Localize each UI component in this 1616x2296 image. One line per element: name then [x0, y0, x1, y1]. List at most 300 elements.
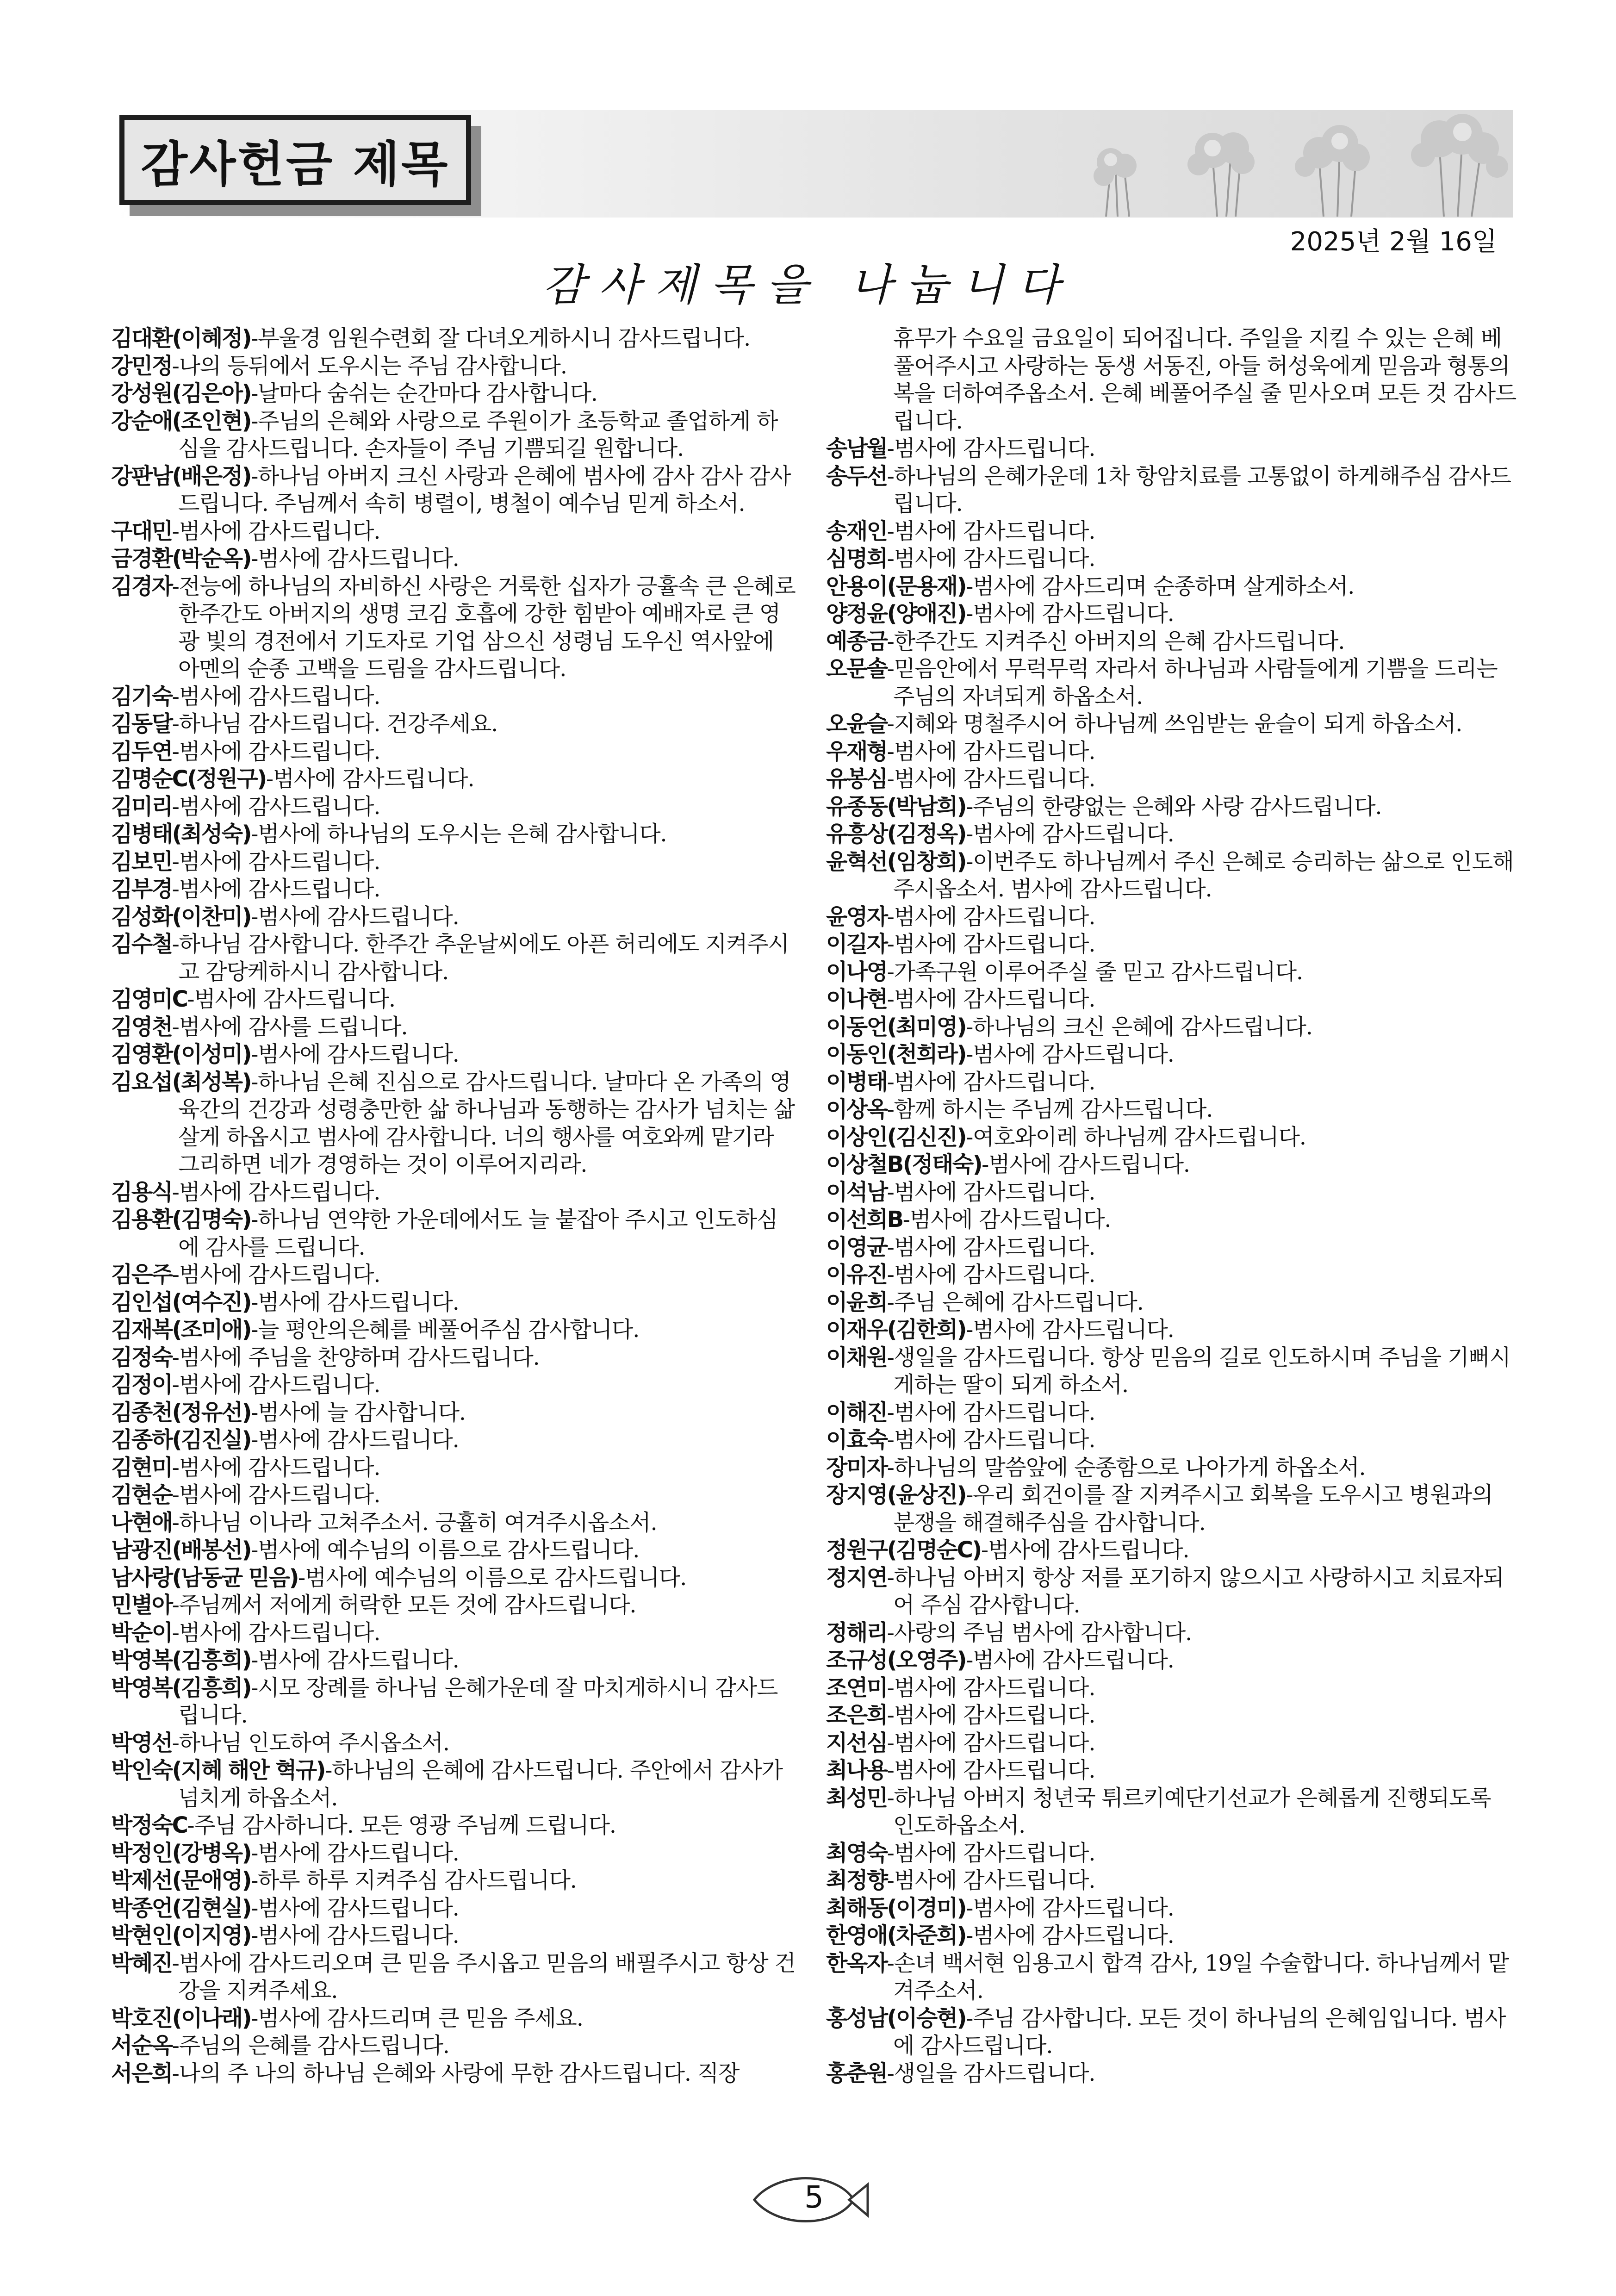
member-name: 금경환(박순옥): [111, 546, 251, 572]
thanks-text: -범사에 감사드립니다.: [172, 738, 380, 765]
member-name: 이길자: [826, 931, 887, 957]
left-column: [111, 325, 796, 2087]
member-name: 박제선(문애영): [111, 1867, 251, 1893]
thanks-entry: [826, 463, 1518, 518]
thanks-entry: [111, 1950, 796, 2005]
thanks-text: -전능에 하나님의 자비하신 사랑은 거룩한 십자가 긍휼속 큰 은혜로 한주간도 아버지의 생명 코김 호흡에 강한 힘받아 예배자로 큰 영광 빛의 경전에서 기도자로 기업 삼으신 성령님 도우신 역사앞에 아멘의 순종 고백을 드림을 감사드립니다.: [172, 573, 796, 682]
member-name: 김미리: [111, 793, 172, 820]
thanks-entry: [826, 1206, 1518, 1234]
thanks-entry: [111, 1371, 796, 1399]
thanks-text: -범사에 주님을 찬양하며 감사드립니다.: [172, 1344, 540, 1370]
thanks-entry: [111, 408, 796, 463]
member-name: 최해동(이경미): [826, 1895, 966, 1921]
member-name: 이병태: [826, 1069, 887, 1095]
member-name: 이효숙: [826, 1427, 887, 1453]
thanks-text: -범사에 감사드립니다.: [187, 986, 395, 1012]
member-name: 오윤슬: [826, 711, 887, 737]
thanks-entry: [826, 573, 1518, 601]
member-name: 안용이(문용재): [826, 573, 966, 599]
member-name: 이채원: [826, 1344, 887, 1370]
thanks-text: -범사에 감사드립니다.: [902, 1207, 1111, 1232]
thanks-text: -범사에 감사드립니다.: [172, 876, 380, 902]
thanks-text: -범사에 감사드립니다.: [887, 518, 1095, 544]
thanks-text: -범사에 감사드립니다.: [966, 1647, 1174, 1673]
thanks-text: -이번주도 하나님께서 주신 은혜로 승리하는 삶으로 인도해주시옵소서. 범사에 감사드립니다.: [893, 848, 1514, 902]
thanks-text: -하나님 아버지 항상 저를 포기하지 않으시고 사랑하시고 치료자되어 주심 감사합니다.: [887, 1564, 1504, 1618]
member-name: 이선희B: [826, 1207, 903, 1232]
thanks-entry: [111, 1757, 796, 1812]
thanks-entry: [111, 2032, 796, 2060]
member-name: 최영숙: [826, 1840, 887, 1866]
member-name: 이동언(최미영): [826, 1014, 966, 1040]
thanks-text: -범사에 감사드립니다.: [966, 1895, 1174, 1921]
thanks-entry: [111, 545, 796, 573]
thanks-entry: [111, 986, 796, 1014]
thanks-text: -주님께서 저에게 허락한 모든 것에 감사드립니다.: [172, 1592, 636, 1618]
member-name: 조규성(오영주): [826, 1647, 966, 1673]
member-name: 김경자: [111, 573, 172, 599]
member-name: 이상인(김신진): [826, 1124, 966, 1150]
thanks-entry: [111, 1509, 796, 1537]
thanks-entry: [826, 1151, 1518, 1179]
member-name: 김부경: [111, 876, 172, 902]
thanks-text: -범사에 감사드립니다.: [966, 601, 1174, 627]
member-name: 박영복(김흥희): [111, 1674, 251, 1701]
thanks-text: -나의 주 나의 하나님 은혜와 사랑에 무한 감사드립니다. 직장: [172, 2060, 740, 2086]
right-column: [826, 325, 1518, 2087]
member-name: 김기숙: [111, 683, 172, 709]
thanks-entry: [111, 1399, 796, 1427]
date: 2025년 2월 16일: [1290, 227, 1497, 257]
member-name: 최성민: [826, 1785, 887, 1811]
thanks-entry: [826, 1096, 1518, 1124]
thanks-entry: [111, 1840, 796, 1867]
thanks-text: -범사에 늘 감사합니다.: [251, 1399, 466, 1425]
thanks-text: -범사에 감사드립니다.: [887, 1757, 1095, 1783]
member-name: 홍춘원: [826, 2060, 887, 2086]
thanks-text: -하나님의 은혜가운데 1차 항암치료를 고통없이 하게해주심 감사드립니다.: [887, 463, 1511, 516]
member-name: 김성화(이찬미): [111, 903, 251, 930]
thanks-text: -범사에 감사드립니다.: [887, 903, 1095, 930]
thanks-entry: [826, 903, 1518, 931]
member-name: 송두선: [826, 463, 887, 489]
thanks-text: -하루 하루 지켜주심 감사드립니다.: [251, 1867, 577, 1893]
member-name: 김수철: [111, 931, 172, 957]
member-name: 김재복(조미애): [111, 1317, 251, 1343]
thanks-text: -범사에 감사드립니다.: [887, 1262, 1095, 1288]
thanks-text: -범사에 감사드립니다.: [887, 1234, 1095, 1260]
thanks-entry: [111, 876, 796, 903]
thanks-entry: [111, 1316, 796, 1344]
thanks-entry: [826, 1069, 1518, 1096]
member-name: 박영선: [111, 1730, 172, 1756]
thanks-entry: [111, 518, 796, 546]
title-box: [119, 115, 471, 205]
thanks-text: -하나님 아버지 청년국 튀르키예단기선교가 은혜롭게 진행되도록 인도하옵소서.: [887, 1785, 1491, 1838]
member-name: 윤혁선(임창희): [826, 848, 966, 875]
thanks-entry: [826, 1289, 1518, 1317]
thanks-entry: [826, 710, 1518, 738]
member-name: 김정숙: [111, 1344, 172, 1370]
member-name: 김요섭(최성복): [111, 1069, 251, 1095]
thanks-text: -범사에 감사드립니다.: [981, 1537, 1189, 1563]
thanks-text: -함께 하시는 주님께 감사드립니다.: [887, 1096, 1213, 1122]
thanks-text: -범사에 감사드립니다.: [251, 1289, 459, 1315]
member-name: 김보민: [111, 848, 172, 875]
member-name: 박순이: [111, 1619, 172, 1646]
thanks-text: -범사에 감사드립니다.: [887, 546, 1095, 572]
thanks-text: -생일을 감사드립니다. 항상 믿음의 길로 인도하시며 주님을 기뻐시게하는 딸이 되게 하소서.: [887, 1344, 1510, 1398]
member-name: 이상철B(정태숙): [826, 1151, 982, 1177]
member-name: 이상옥: [826, 1096, 887, 1122]
thanks-entry: [111, 1069, 796, 1179]
member-name: 김용환(김명숙): [111, 1207, 251, 1232]
thanks-text: -범사에 감사드립니다.: [887, 436, 1095, 461]
thanks-text: -범사에 감사드립니다.: [172, 518, 380, 544]
member-name: 박호진(이나래): [111, 2005, 251, 2031]
thanks-text: -범사에 감사드립니다.: [172, 1179, 380, 1205]
member-name: 이석남: [826, 1179, 887, 1205]
thanks-entry: [826, 1344, 1518, 1399]
thanks-text: -주님의 은혜와 사랑으로 주원이가 초등학교 졸업하게 하심을 감사드립니다. 손자들이 주님 기쁨되길 원합니다.: [178, 408, 778, 461]
flower-photo-strip: [1078, 111, 1513, 217]
member-name: 김현미: [111, 1454, 172, 1481]
member-name: 박정숙C: [111, 1812, 187, 1838]
thanks-entry: [111, 1730, 796, 1757]
thanks-entry: [111, 463, 796, 518]
thanks-text: -범사에 감사드립니다.: [251, 1895, 459, 1921]
member-name: 윤영자: [826, 903, 887, 930]
thanks-text: -하나님 감사합니다. 한주간 추운날씨에도 아픈 허리에도 지켜주시고 감당케하시니 감사합니다.: [172, 931, 789, 985]
member-name: 김영환(이성미): [111, 1041, 251, 1067]
thanks-text: -하나님 감사드립니다. 건강주세요.: [172, 711, 498, 737]
thanks-entry: [826, 1702, 1518, 1730]
thanks-entry: [111, 1537, 796, 1564]
member-name: 장미자: [826, 1454, 887, 1481]
thanks-entry: [826, 655, 1518, 710]
thanks-text: -범사에 감사드립니다.: [966, 821, 1174, 847]
member-name: 이동인(천희라): [826, 1041, 966, 1067]
thanks-text: -날마다 숨쉬는 순간마다 감사합니다.: [251, 380, 597, 406]
thanks-text: -범사에 감사드립니다.: [172, 1619, 380, 1646]
thanks-text: -시모 장례를 하나님 은혜가운데 잘 마치게하시니 감사드립니다.: [178, 1674, 778, 1728]
member-name: 김대환(이혜정): [111, 325, 251, 351]
thanks-text: -범사에 감사드립니다.: [172, 1482, 380, 1508]
thanks-entry: [826, 545, 1518, 573]
thanks-entry: [111, 1261, 796, 1289]
thanks-entry: [111, 1344, 796, 1372]
member-name: 정원구(김명순C): [826, 1537, 981, 1563]
thanks-entry: [826, 1124, 1518, 1151]
thanks-text: -범사에 감사드립니다.: [251, 903, 459, 930]
thanks-text: -하나님 연약한 가운데에서도 늘 붙잡아 주시고 인도하심에 감사를 드립니다.: [178, 1207, 778, 1260]
thanks-text: -주님 감사하니다. 모든 영광 주님께 드립니다.: [187, 1812, 616, 1838]
thanks-entry: [826, 1537, 1518, 1564]
thanks-entry: [826, 1757, 1518, 1785]
member-name: 강민정: [111, 353, 172, 379]
thanks-text: -범사에 감사드립니다.: [251, 1923, 459, 1948]
member-name: 박정인(강병옥): [111, 1840, 251, 1866]
thanks-text: -늘 평안의은혜를 베풀어주심 감사합니다.: [251, 1317, 640, 1343]
member-name: 이영균: [826, 1234, 887, 1260]
thanks-text: -범사에 감사드립니다.: [887, 1730, 1095, 1756]
thanks-text: -범사에 감사드립니다.: [172, 1372, 380, 1398]
thanks-entry: [111, 821, 796, 848]
thanks-text: -범사에 감사드립니다.: [251, 1041, 459, 1067]
thanks-entry: [826, 986, 1518, 1014]
thanks-text: -범사에 감사드립니다.: [172, 1262, 380, 1288]
member-name: 김명순C(정원구): [111, 766, 266, 792]
member-name: 송재인: [826, 518, 887, 544]
thanks-entry: [826, 1895, 1518, 1923]
thanks-text: -하나님 인도하여 주시옵소서.: [172, 1730, 449, 1756]
thanks-entry: [826, 1481, 1518, 1537]
member-name: 장지영(윤상진): [826, 1482, 966, 1508]
thanks-entry: [111, 353, 796, 380]
member-name: 한영애(차준희): [826, 1923, 966, 1948]
member-name: 박종언(김현실): [111, 1895, 251, 1921]
thanks-text: -범사에 감사드립니다.: [966, 1923, 1174, 1948]
thanks-entry: [111, 738, 796, 766]
thanks-text: -범사에 감사드리며 큰 믿음 주세요.: [251, 2005, 583, 2031]
thanks-entry: [826, 1619, 1518, 1647]
thanks-entry: [111, 1922, 796, 1950]
thanks-text: -범사에 감사를 드립니다.: [172, 1014, 408, 1040]
member-name: 김종천(정유선): [111, 1399, 251, 1425]
member-name: 오문솔: [826, 656, 887, 682]
member-name: 남광진(배봉선): [111, 1537, 251, 1563]
thanks-text: -범사에 감사드립니다.: [887, 1867, 1095, 1893]
member-name: 김영미C: [111, 986, 187, 1012]
member-name: 김정이: [111, 1372, 172, 1398]
member-name: 김은주: [111, 1262, 172, 1288]
member-name: 김병태(최성숙): [111, 821, 251, 847]
thanks-entry: [826, 1454, 1518, 1482]
thanks-entry: [111, 380, 796, 408]
thanks-text: -범사에 감사드립니다.: [887, 931, 1095, 957]
thanks-entry: [111, 710, 796, 738]
thanks-text: -범사에 감사드립니다.: [251, 1840, 459, 1866]
member-name: 조은희: [826, 1702, 887, 1728]
thanks-text: -범사에 감사드립니다.: [887, 1702, 1095, 1728]
member-name: 박인숙(지혜 해안 혁규): [111, 1757, 325, 1783]
thanks-entry: [826, 1785, 1518, 1840]
member-name: 송남월: [826, 436, 887, 461]
thanks-entry: [826, 738, 1518, 766]
thanks-text: -범사에 감사드립니다.: [966, 1041, 1174, 1067]
thanks-entry: [111, 1867, 796, 1895]
thanks-text: -생일을 감사드립니다.: [887, 2060, 1095, 2086]
thanks-text: -범사에 예수님의 이름으로 감사드립니다.: [298, 1564, 687, 1591]
member-name: 강순애(조인현): [111, 408, 251, 434]
member-name: 정해리: [826, 1619, 887, 1646]
thanks-text: -가족구원 이루어주실 줄 믿고 감사드립니다.: [887, 958, 1303, 985]
thanks-text: -범사에 감사드립니다.: [887, 1840, 1095, 1866]
member-name: 유봉심: [826, 766, 887, 792]
thanks-entry: [826, 1867, 1518, 1895]
member-name: 예종금: [826, 628, 887, 654]
thanks-text: -우리 회건이를 잘 지켜주시고 회복을 도우시고 병원과의 분쟁을 해결해주심을 감사합니다.: [893, 1482, 1493, 1536]
thanks-entry: [826, 518, 1518, 546]
thanks-entry: [111, 1014, 796, 1041]
member-name: 남사랑(남동균 믿음): [111, 1564, 298, 1591]
thanks-text: -범사에 감사드립니다.: [887, 766, 1095, 792]
thanks-text: -한주간도 지켜주신 아버지의 은혜 감사드립니다.: [887, 628, 1345, 654]
thanks-entry: [826, 2005, 1518, 2060]
thanks-entry: [826, 1564, 1518, 1619]
thanks-entry: [111, 1426, 796, 1454]
thanks-entry: [111, 1289, 796, 1317]
thanks-text: -범사에 감사드립니다.: [887, 738, 1095, 765]
thanks-text: -주님의 한량없는 은혜와 사랑 감사드립니다.: [966, 793, 1382, 820]
thanks-text: -부울경 임원수련회 잘 다녀오게하시니 감사드립니다.: [251, 325, 751, 351]
thanks-text: -범사에 감사드립니다.: [887, 1069, 1095, 1095]
thanks-entry: [111, 1564, 796, 1592]
member-name: 민별아: [111, 1592, 172, 1618]
member-name: 김동달: [111, 711, 172, 737]
page-number: 5: [804, 2179, 824, 2215]
thanks-entry: [111, 1895, 796, 1923]
thanks-text: -범사에 예수님의 이름으로 감사드립니다.: [251, 1537, 640, 1563]
thanks-text: -주님 감사합니다. 모든 것이 하나님의 은혜임입니다. 범사에 감사드립니다.: [893, 2005, 1506, 2059]
member-name: 정지연: [826, 1564, 887, 1591]
thanks-text: -범사에 감사드립니다.: [887, 1399, 1095, 1425]
thanks-entry: [826, 1647, 1518, 1674]
thanks-text: -하나님의 크신 은혜에 감사드립니다.: [966, 1014, 1312, 1040]
thanks-entry: [826, 1840, 1518, 1867]
thanks-entry: [826, 958, 1518, 986]
thanks-text: -범사에 감사드립니다.: [251, 1427, 459, 1453]
thanks-entry: [111, 903, 796, 931]
member-name: 박혜진: [111, 1950, 172, 1976]
member-name: 이유진: [826, 1262, 887, 1288]
thanks-entry: [826, 765, 1518, 793]
page-number-emblem: [750, 2173, 870, 2226]
thanks-entry: [826, 600, 1518, 628]
thanks-text: -범사에 감사드립니다.: [172, 793, 380, 820]
thanks-entry: [111, 573, 796, 683]
member-name: 한옥자: [826, 1950, 887, 1976]
thanks-entry: [111, 931, 796, 986]
member-name: 김용식: [111, 1179, 172, 1205]
thanks-entry: [826, 793, 1518, 821]
thanks-entry: [826, 1922, 1518, 1950]
thanks-entry: [111, 848, 796, 876]
thanks-entry: [826, 1041, 1518, 1069]
member-name: 이나현: [826, 986, 887, 1012]
member-name: 김종하(김진실): [111, 1427, 251, 1453]
thanks-text: -범사에 감사드립니다.: [251, 546, 459, 572]
thanks-text: -범사에 감사드립니다.: [887, 986, 1095, 1012]
thanks-entry: [826, 1014, 1518, 1041]
thanks-entry: [826, 1316, 1518, 1344]
thanks-entry: [111, 1812, 796, 1840]
thanks-text: -범사에 하나님의 도우시는 은혜 감사합니다.: [251, 821, 667, 847]
member-name: 김영천: [111, 1014, 172, 1040]
member-name: 이윤희: [826, 1289, 887, 1315]
member-name: 강성원(김은아): [111, 380, 251, 406]
thanks-entry: [111, 1619, 796, 1647]
thanks-entry: [111, 683, 796, 711]
thanks-entry: [111, 325, 796, 353]
thanks-text: -범사에 감사드립니다.: [887, 1179, 1095, 1205]
thanks-entry: [826, 848, 1518, 903]
thanks-text: -하나님 이나라 고쳐주소서. 긍휼히 여겨주시옵소서.: [172, 1509, 657, 1536]
thanks-text: -범사에 감사드립니다.: [266, 766, 474, 792]
thanks-entry: [111, 1179, 796, 1207]
thanks-entry: [826, 1399, 1518, 1427]
thanks-text: -범사에 감사드립니다.: [172, 848, 380, 875]
thanks-text: -범사에 감사드립니다.: [172, 1454, 380, 1481]
thanks-text: -믿음안에서 무럭무럭 자라서 하나님과 사람들에게 기쁨을 드리는 주님의 자녀되게 하옵소서.: [887, 656, 1498, 709]
thanks-text: -범사에 감사드리며 순종하며 살게하소서.: [966, 573, 1355, 599]
thanks-text: -하나님 은혜 진심으로 감사드립니다. 날마다 온 가족의 영육간의 건강과 성령충만한 삶 하나님과 동행하는 감사가 넘치는 삶 살게 하옵시고 범사에 감사합니다. 너의 행사를 여호와께 맡기라 그리하면 네가 경영하는 것이 이루어지리라.: [178, 1069, 795, 1177]
thanks-text: -범사에 감사드립니다.: [172, 683, 380, 709]
thanks-entry: [826, 931, 1518, 958]
thanks-text: -하나님의 말씀앞에 순종함으로 나아가게 하옵소서.: [887, 1454, 1366, 1481]
thanks-text: -여호와이레 하나님께 감사드립니다.: [966, 1124, 1306, 1150]
page-title: 감사헌금 제목: [141, 136, 450, 193]
thanks-entry: [826, 435, 1518, 463]
headline: 감사제목을 나눕니다: [542, 260, 1074, 311]
thanks-text: -사랑의 주님 범사에 감사합니다.: [887, 1619, 1192, 1646]
member-name: 양정윤(양애진): [826, 601, 966, 627]
thanks-text: -주님의 은혜를 감사드립니다.: [172, 2033, 449, 2059]
thanks-entry: [111, 1454, 796, 1482]
member-name: 강판남(배은정): [111, 463, 251, 489]
thanks-entry: [826, 1950, 1518, 2005]
thanks-entry: [111, 793, 796, 821]
thanks-entry: [826, 821, 1518, 848]
member-name: 조연미: [826, 1674, 887, 1701]
thanks-entry: [826, 628, 1518, 656]
thanks-entry: [111, 1041, 796, 1069]
thanks-text: -범사에 감사드리오며 큰 믿음 주시옵고 믿음의 배필주시고 항상 건강을 지켜주세요.: [172, 1950, 796, 2004]
member-name: 김두연: [111, 738, 172, 765]
thanks-entry: [826, 1261, 1518, 1289]
thanks-entry: [111, 1481, 796, 1509]
thanks-text: -범사에 감사드립니다.: [966, 1317, 1174, 1343]
member-name: 김인섭(여수진): [111, 1289, 251, 1315]
member-name: 구대민: [111, 518, 172, 544]
thanks-entry: [826, 2060, 1518, 2088]
thanks-entry: [111, 1647, 796, 1674]
thanks-entry: [826, 1234, 1518, 1262]
continuation-text: 휴무가 수요일 금요일이 되어집니다. 주일을 지킬 수 있는 은혜 베풀어주시고 사랑하는 동생 서동진, 아들 허성욱에게 믿음과 형통의 복을 더하여주옵소서. 은혜 베풀어주실 줄 믿사오며 모든 것 감사드립니다.: [893, 325, 1517, 434]
thanks-entry: [826, 1730, 1518, 1757]
thanks-entry: [826, 1674, 1518, 1702]
thanks-text: -범사에 감사드립니다.: [982, 1151, 1190, 1177]
member-name: 우재형: [826, 738, 887, 765]
thanks-text: -주님 은혜에 감사드립니다.: [887, 1289, 1144, 1315]
member-name: 김현순: [111, 1482, 172, 1508]
thanks-text: -범사에 감사드립니다.: [251, 1647, 459, 1673]
member-name: 유종동(박남희): [826, 793, 966, 820]
thanks-text: -하나님의 은혜에 감사드립니다. 주안에서 감사가 넘치게 하옵소서.: [178, 1757, 783, 1811]
member-name: 유흥상(김정옥): [826, 821, 966, 847]
member-name: 심명희: [826, 546, 887, 572]
thanks-entry: [111, 765, 796, 793]
member-name: 최정향: [826, 1867, 887, 1893]
member-name: 이재우(김한희): [826, 1317, 966, 1343]
thanks-entry: [826, 1426, 1518, 1454]
thanks-text: -지혜와 명철주시어 하나님께 쓰임받는 윤슬이 되게 하옵소서.: [887, 711, 1462, 737]
thanks-text: -하나님 아버지 크신 사랑과 은혜에 범사에 감사 감사 감사드립니다. 주님께서 속히 병렬이, 병철이 예수님 믿게 하소서.: [178, 463, 791, 516]
thanks-entry: [111, 2060, 796, 2088]
member-name: 이나영: [826, 958, 887, 985]
member-name: 박현인(이지영): [111, 1923, 251, 1948]
thanks-entry: [111, 1592, 796, 1619]
